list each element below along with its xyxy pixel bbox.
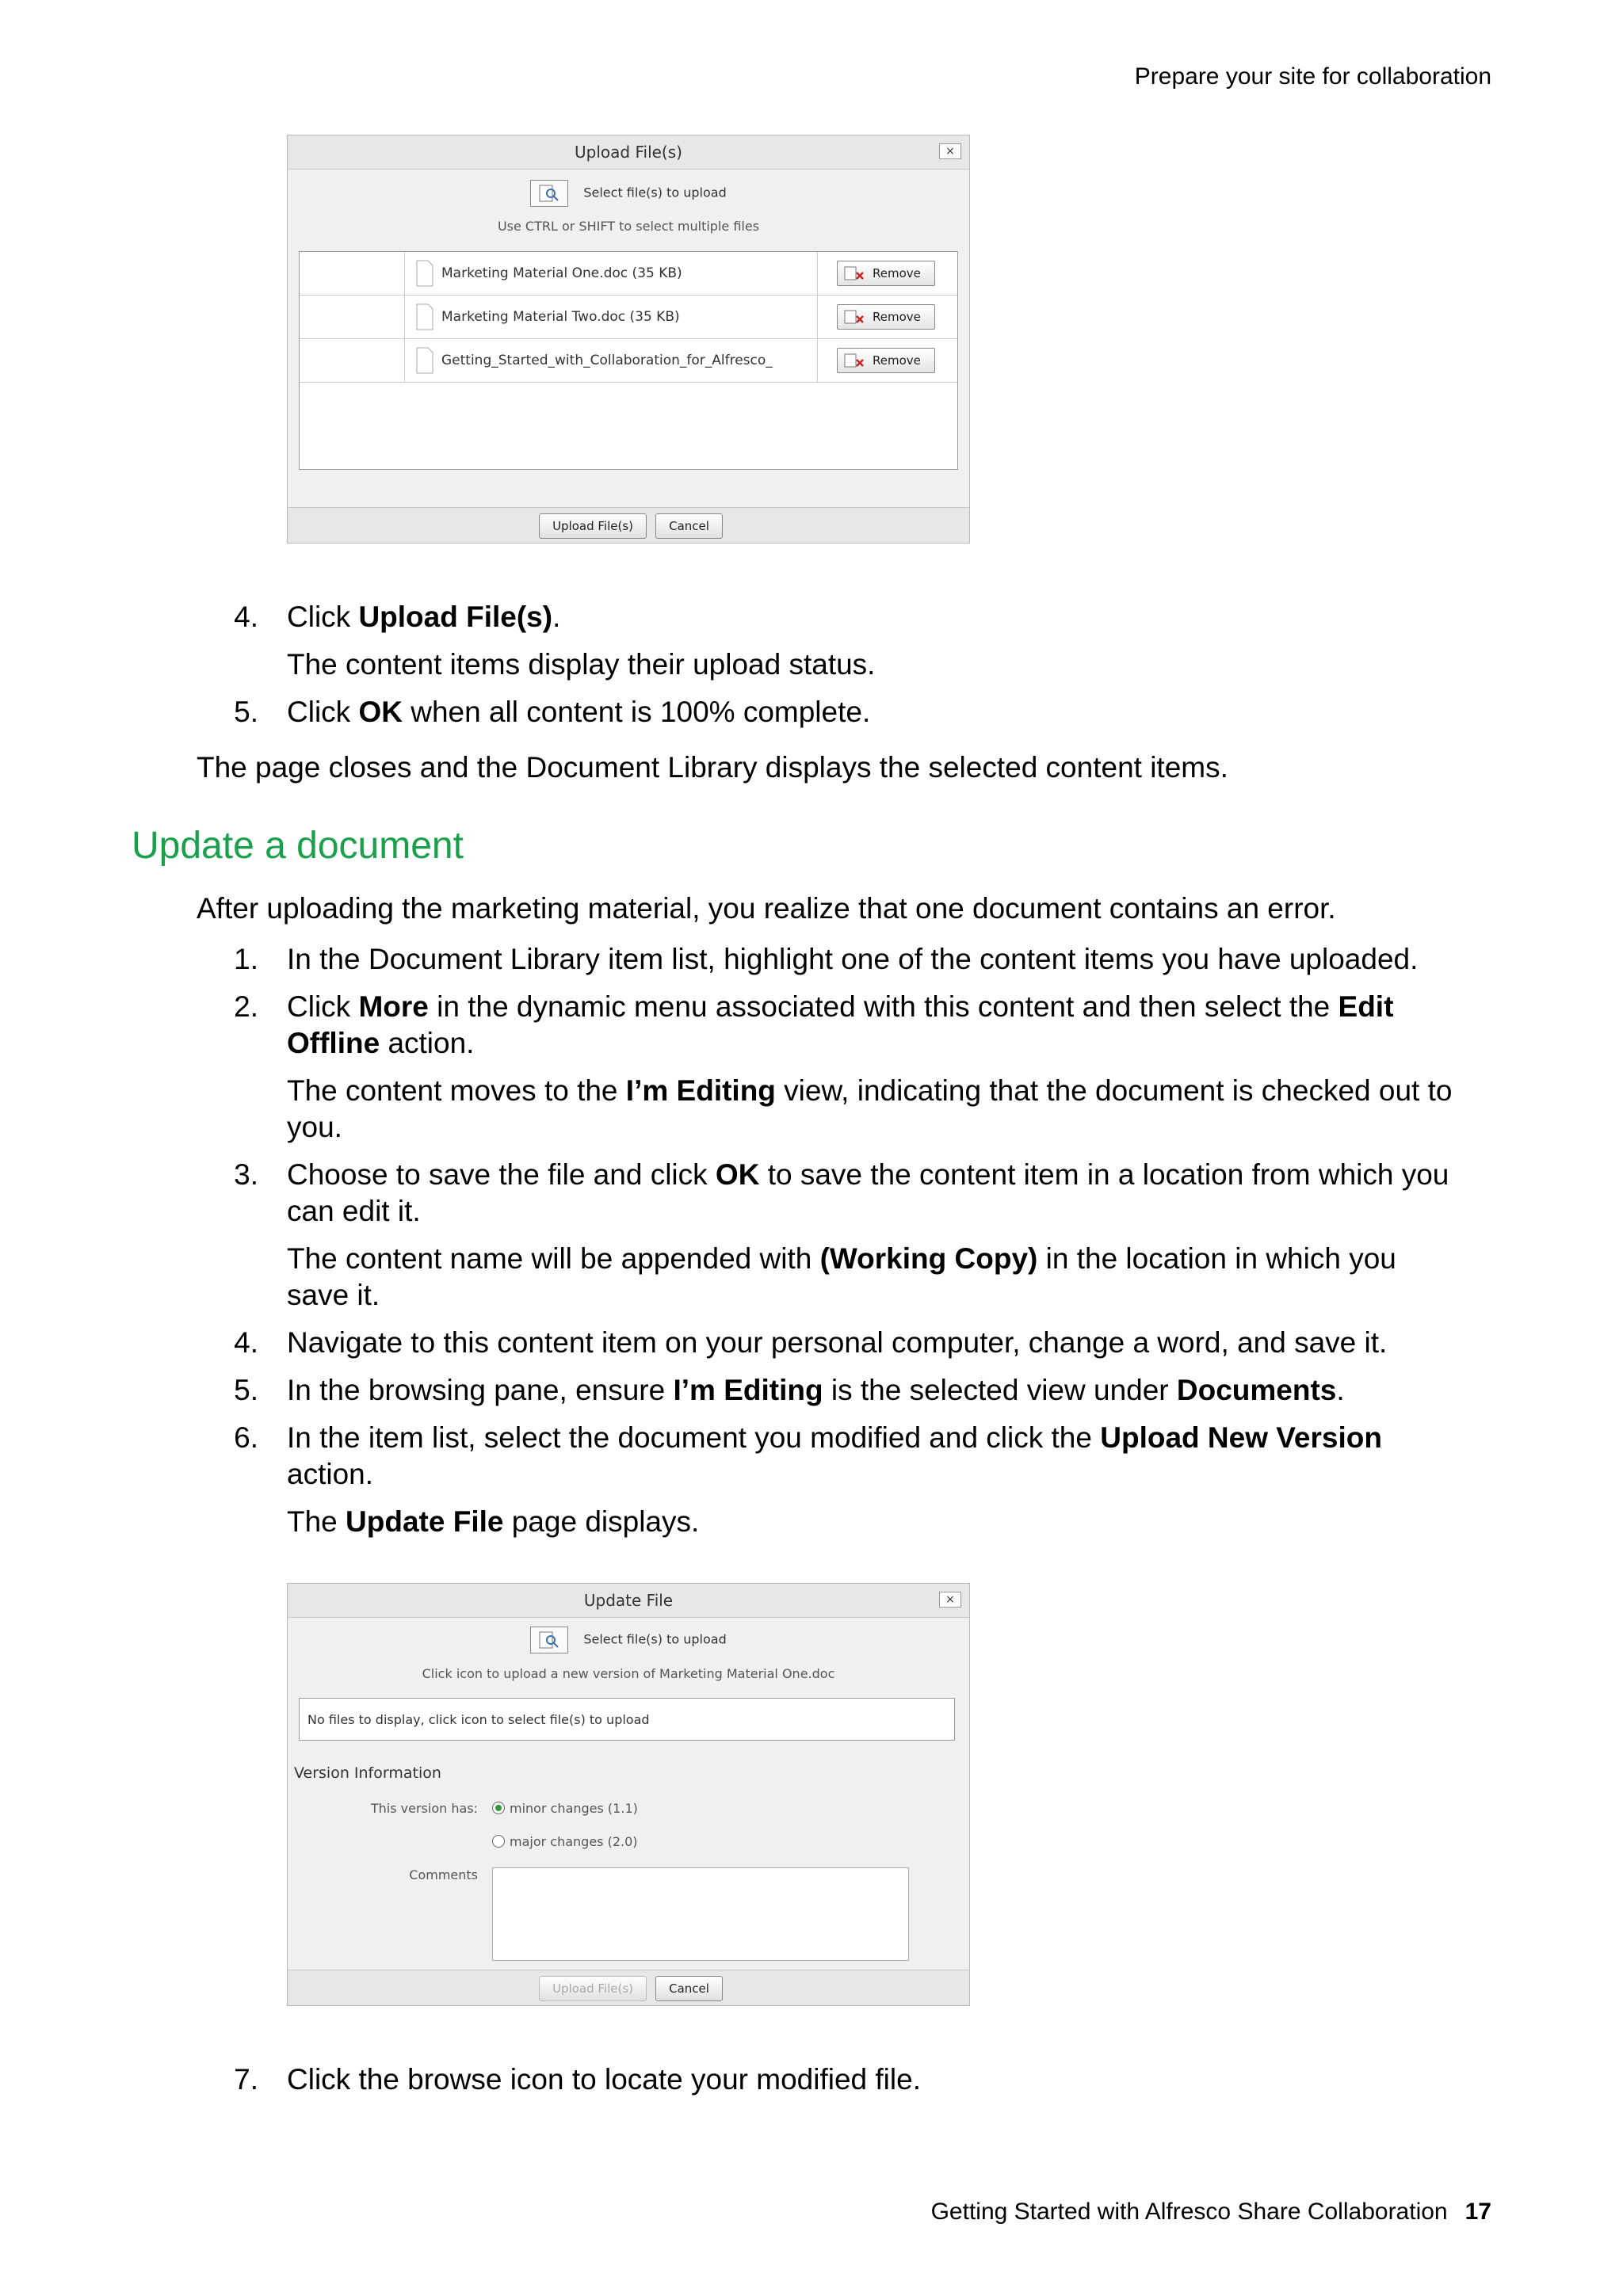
dialog-footer [288,507,969,543]
step-text: Click Upload File(s). [287,601,561,633]
step-number: 5. [234,696,258,728]
step-number: 2. [234,990,258,1023]
step-number: 5. [234,1374,258,1406]
select-files-label: Select file(s) to upload [583,185,727,200]
minor-changes-radio[interactable]: minor changes (1.1) [492,1801,638,1816]
document-icon [416,303,433,330]
browse-icon [539,185,559,202]
browse-button[interactable] [530,1627,568,1653]
upload-files-button[interactable]: Upload File(s) [539,1976,647,2001]
upload-files-button[interactable]: Upload File(s) [539,513,647,539]
step-number: 6. [234,1421,258,1454]
step-number: 7. [234,2063,258,2096]
step-text: In the Document Library item list, highlight one of the content items you have uploaded. [287,943,1419,975]
page-number: 17 [1465,2199,1491,2225]
major-changes-radio[interactable]: major changes (2.0) [492,1834,638,1849]
select-files-row [288,1627,969,1653]
dialog-title: Update File [583,1591,674,1610]
remove-icon [844,353,866,368]
remove-button[interactable]: Remove [837,261,935,286]
cancel-button[interactable]: Cancel [655,513,723,539]
remove-button[interactable]: Remove [837,304,935,330]
closing-paragraph: The page closes and the Document Library displays the selected content items. [197,751,1228,784]
browse-icon [539,1631,559,1649]
remove-icon [844,266,866,280]
table-row [300,339,957,383]
file-name: Marketing Material Two.doc (35 KB) [441,309,680,325]
remove-button[interactable]: Remove [837,348,935,373]
step-text: Navigate to this content item on your personal computer, change a word, and save it. [287,1326,1388,1359]
running-footer [931,2199,1491,2225]
update-file-dialog [287,1583,970,2006]
document-icon [416,347,433,374]
running-header: Prepare your site for collaboration [1134,63,1491,90]
intro-paragraph: After uploading the marketing material, you realize that one document contains an error. [197,892,1336,925]
step-number: 1. [234,943,258,975]
version-information-heading: Version Information [294,1764,441,1782]
step-text: In the browsing pane, ensure I’m Editing is the selected view under Documents. [287,1374,1345,1406]
table-row [300,296,957,339]
close-icon[interactable]: × [939,1592,961,1608]
step-number: 4. [234,601,258,633]
select-files-row [288,180,969,207]
step-result: The content name will be appended with (Working Copy) in the location in which you save it. [287,1242,1396,1311]
file-list-table [299,251,958,470]
table-row [300,252,957,296]
upload-files-dialog [287,135,970,543]
file-name: Getting_Started_with_Collaboration_for_Alfresco_ [441,353,773,368]
comments-textarea[interactable] [492,1867,909,1961]
dialog-title-bar [288,135,969,170]
dialog-title: Upload File(s) [575,143,682,162]
footer-title: Getting Started with Alfresco Share Collaboration [930,2199,1448,2225]
new-version-hint: Click icon to upload a new version of Marketing Material One.doc [422,1666,835,1681]
step-number: 4. [234,1326,258,1359]
step-result: The content moves to the I’m Editing view, indicating that the document is checked out to you. [287,1074,1453,1143]
step-result: The content items display their upload status. [287,648,876,681]
browse-button[interactable] [530,180,568,207]
step-text: Click More in the dynamic menu associated with this content and then select the Edit Offline action. [287,990,1394,1059]
step-text: In the item list, select the document you modified and click the Upload New Version action. [287,1421,1382,1490]
close-icon[interactable]: × [939,143,961,159]
cancel-button[interactable]: Cancel [655,1976,723,2001]
file-list-empty: No files to display, click icon to select file(s) to upload [299,1698,955,1741]
comments-label: Comments [409,1867,478,1882]
version-has-label: This version has: [370,1801,478,1816]
step-text: Click the browse icon to locate your modified file. [287,2063,921,2096]
dialog-title-bar [288,1584,969,1618]
select-files-label: Select file(s) to upload [583,1631,727,1647]
remove-icon [844,310,866,324]
section-title: Update a document [132,825,464,867]
multi-select-hint: Use CTRL or SHIFT to select multiple files [497,219,760,234]
step-result: The Update File page displays. [287,1505,700,1538]
document-icon [416,260,433,287]
step-text: Choose to save the file and click OK to save the content item in a location from which you can edit it. [287,1158,1449,1227]
file-name: Marketing Material One.doc (35 KB) [441,265,682,281]
step-number: 3. [234,1158,258,1191]
step-text: Click OK when all content is 100% complete. [287,696,871,728]
dialog-footer [288,1970,969,2005]
